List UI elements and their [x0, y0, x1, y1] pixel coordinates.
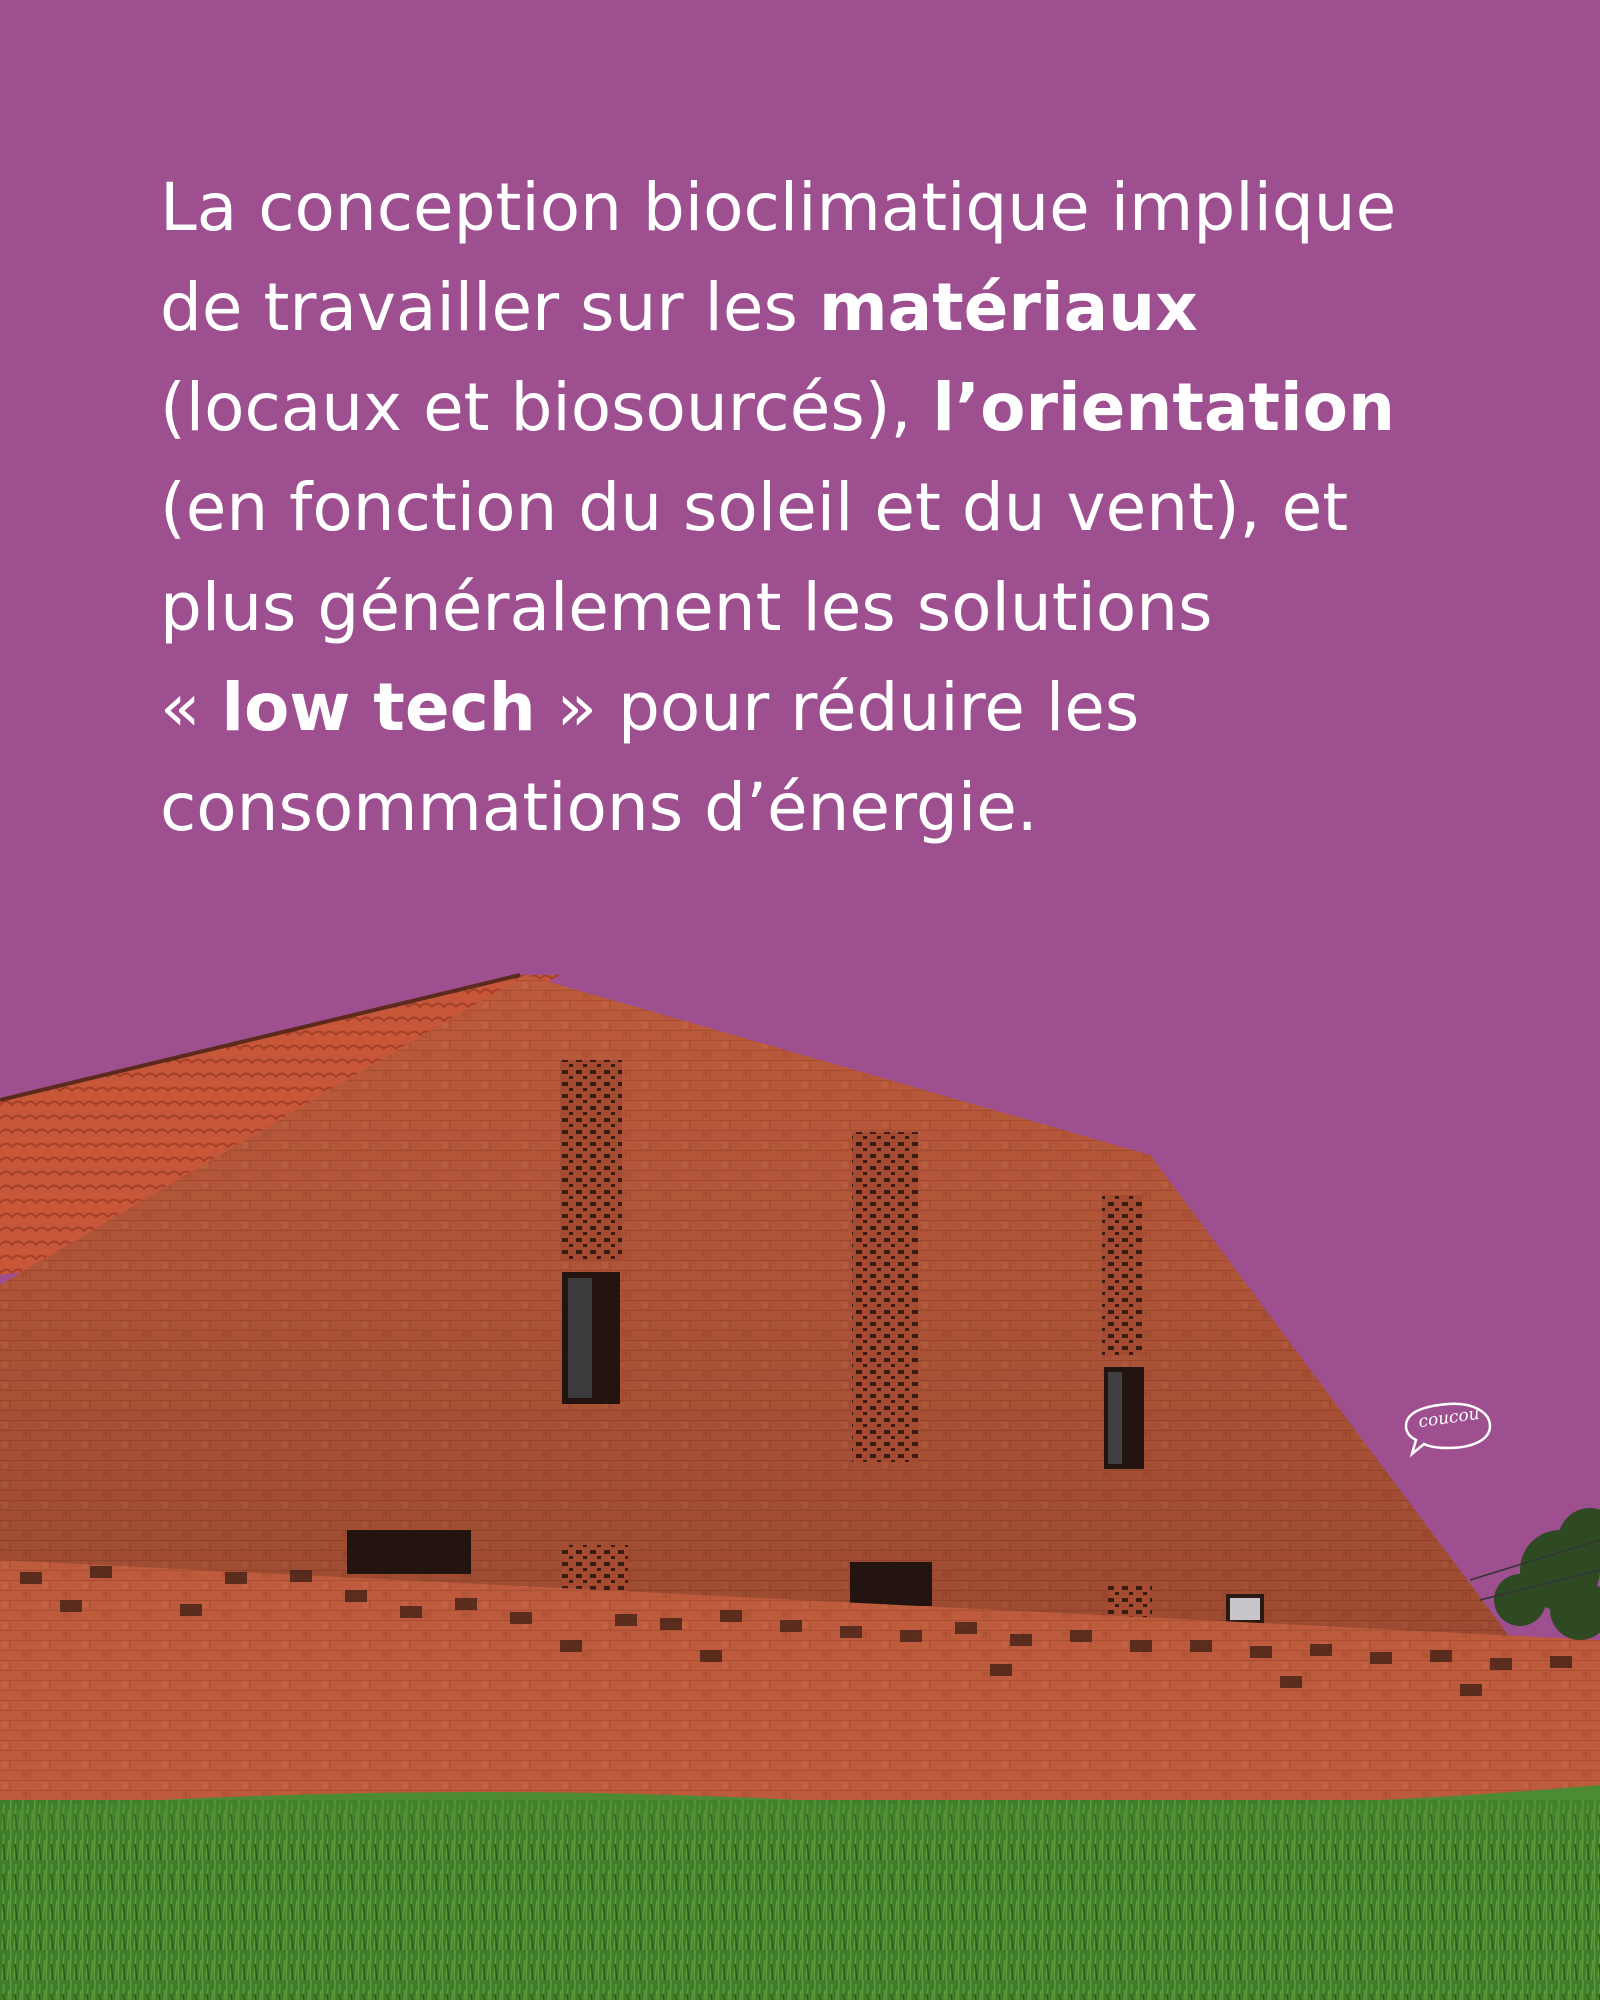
- paragraph-text: » pour réduire les: [535, 669, 1140, 746]
- paragraph-line-7: consommations d’énergie.: [160, 769, 1038, 846]
- paragraph-line-6: [160, 658, 1460, 758]
- emphasis-low-tech: low tech: [221, 669, 536, 746]
- paragraph-line-5: plus généralement les solutions: [160, 569, 1213, 646]
- paragraph-text: «: [160, 669, 222, 746]
- paragraph-line-3: [160, 358, 1460, 458]
- paragraph-text: (locaux et biosourcés),: [160, 369, 933, 446]
- paragraph-line-1: La conception bioclimatique implique: [160, 169, 1397, 246]
- coucou-logo-text: coucou: [1417, 1403, 1481, 1433]
- paragraph-line-2: [160, 258, 1460, 358]
- paragraph-line-4: (en fonction du soleil et du vent), et: [160, 469, 1349, 546]
- paragraph-text: de travailler sur les: [160, 269, 819, 346]
- emphasis-materiaux: matériaux: [818, 269, 1198, 346]
- main-paragraph: [160, 158, 1460, 858]
- emphasis-orientation: l’orientation: [932, 369, 1395, 446]
